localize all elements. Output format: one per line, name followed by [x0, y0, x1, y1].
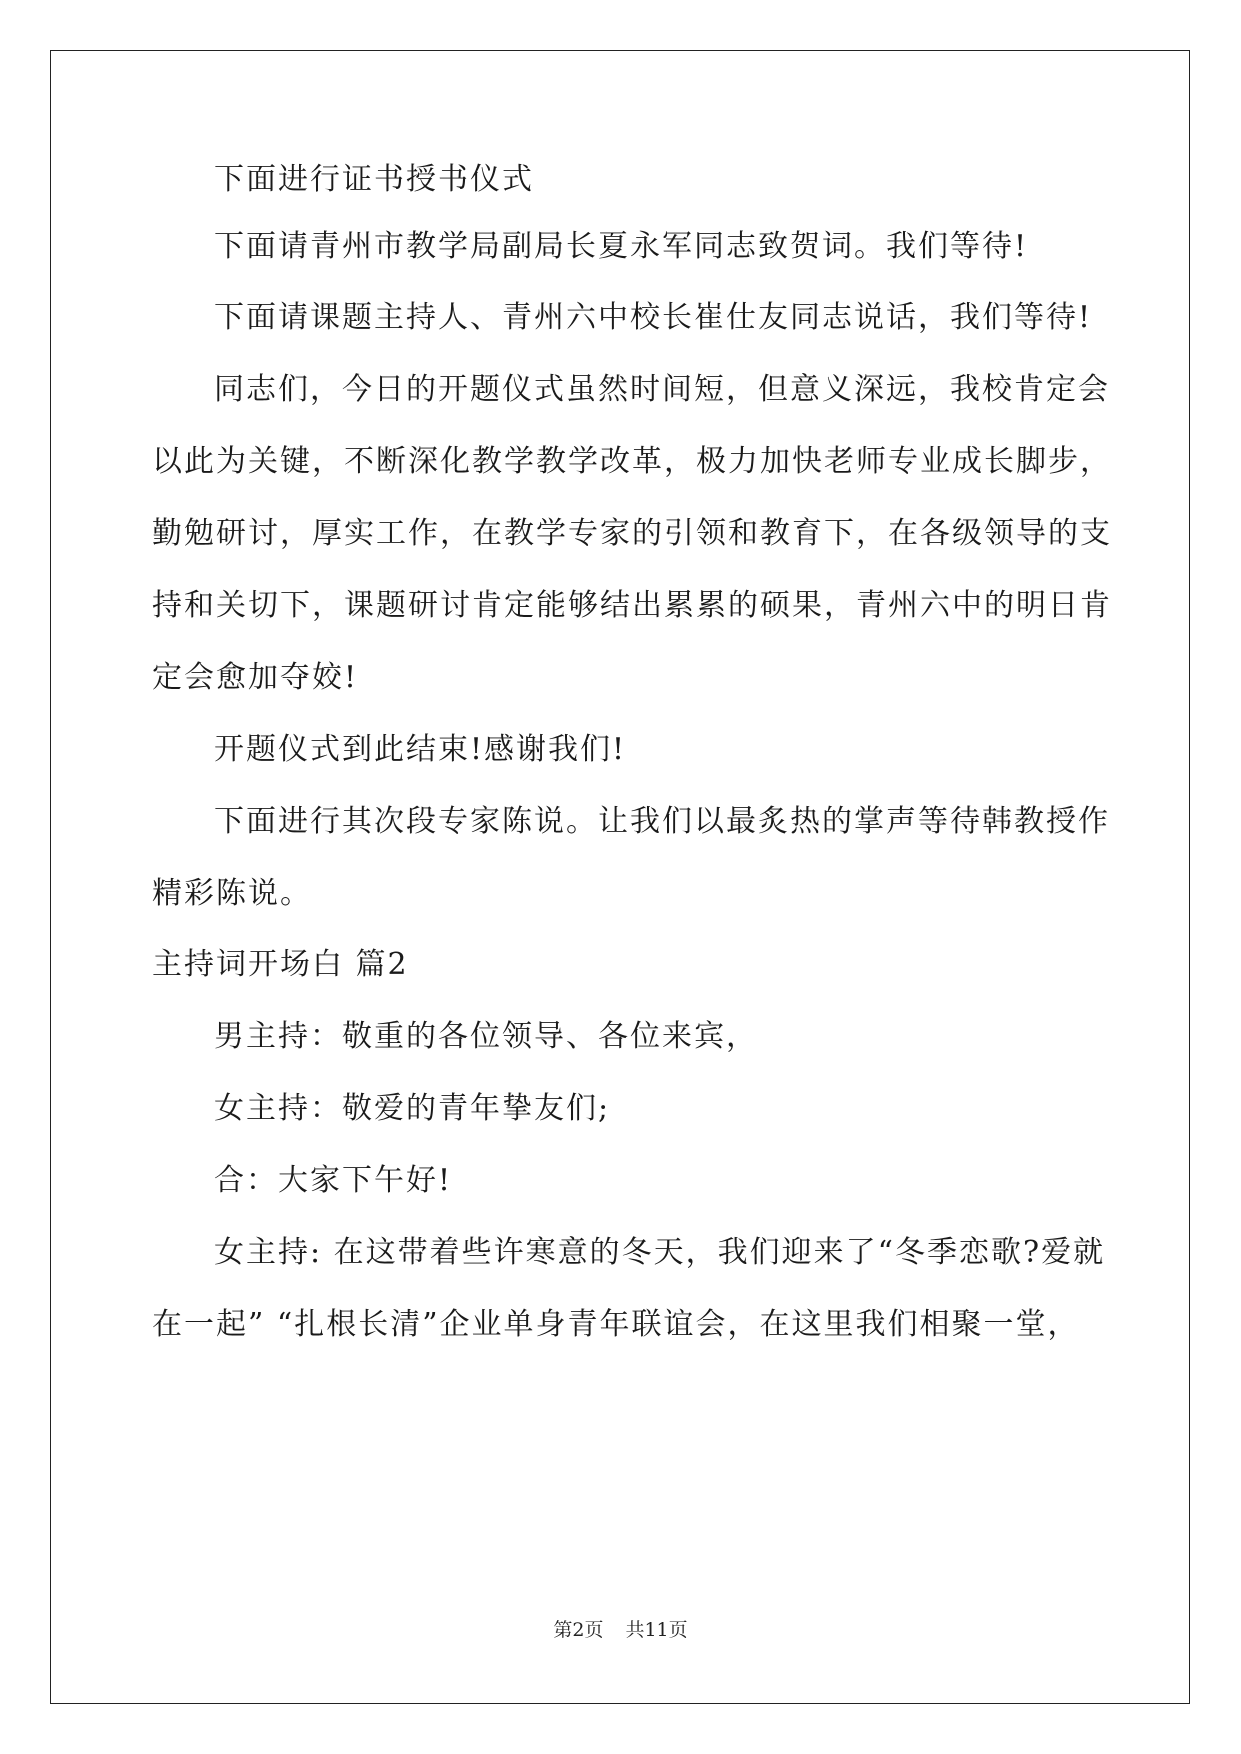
paragraph-line: 女主持: 在这带着些许寒意的冬天，我们迎来了“冬季恋歌?爱就 — [214, 1235, 1106, 1270]
paragraph-line: 开题仪式到此结束!感谢我们! — [214, 732, 627, 767]
page-total: 共11页 — [625, 1619, 688, 1641]
paragraph-line: 以此为关键，不断深化教学教学改革，极力加快老师专业成长脚步， — [152, 444, 1112, 479]
paragraph-line: 合：大家下午好! — [214, 1163, 453, 1198]
paragraph-line: 同志们，今日的开题仪式虽然时间短，但意义深远，我校肯定会 — [214, 372, 1110, 407]
page-number: 第2页 — [553, 1619, 604, 1641]
paragraph-line: 精彩陈说。 — [152, 876, 312, 911]
paragraph-line: 下面进行证书授书仪式 — [214, 162, 534, 197]
paragraph-line: 勤勉研讨，厚实工作，在教学专家的引领和教育下，在各级领导的支 — [152, 516, 1112, 551]
section-heading: 主持词开场白 篇2 — [152, 947, 409, 982]
paragraph-line: 定会愈加夺姣! — [152, 660, 359, 695]
paragraph-line: 下面请课题主持人、青州六中校长崔仕友同志说话，我们等待! — [214, 300, 1093, 335]
paragraph-line: 下面进行其次段专家陈说。让我们以最炙热的掌声等待韩教授作 — [214, 804, 1110, 839]
paragraph-line: 男主持：敬重的各位领导、各位来宾， — [214, 1019, 758, 1054]
paragraph-line: 下面请青州市教学局副局长夏永军同志致贺词。我们等待! — [214, 229, 1029, 264]
paragraph-line: 在一起” “扎根长清”企业单身青年联谊会，在这里我们相聚一堂， — [152, 1307, 1080, 1342]
paragraph-line: 女主持：敬爱的青年挚友们; — [214, 1091, 611, 1126]
paragraph-line: 持和关切下，课题研讨肯定能够结出累累的硕果，青州六中的明日肯 — [152, 588, 1112, 623]
page-footer — [0, 1618, 1241, 1642]
